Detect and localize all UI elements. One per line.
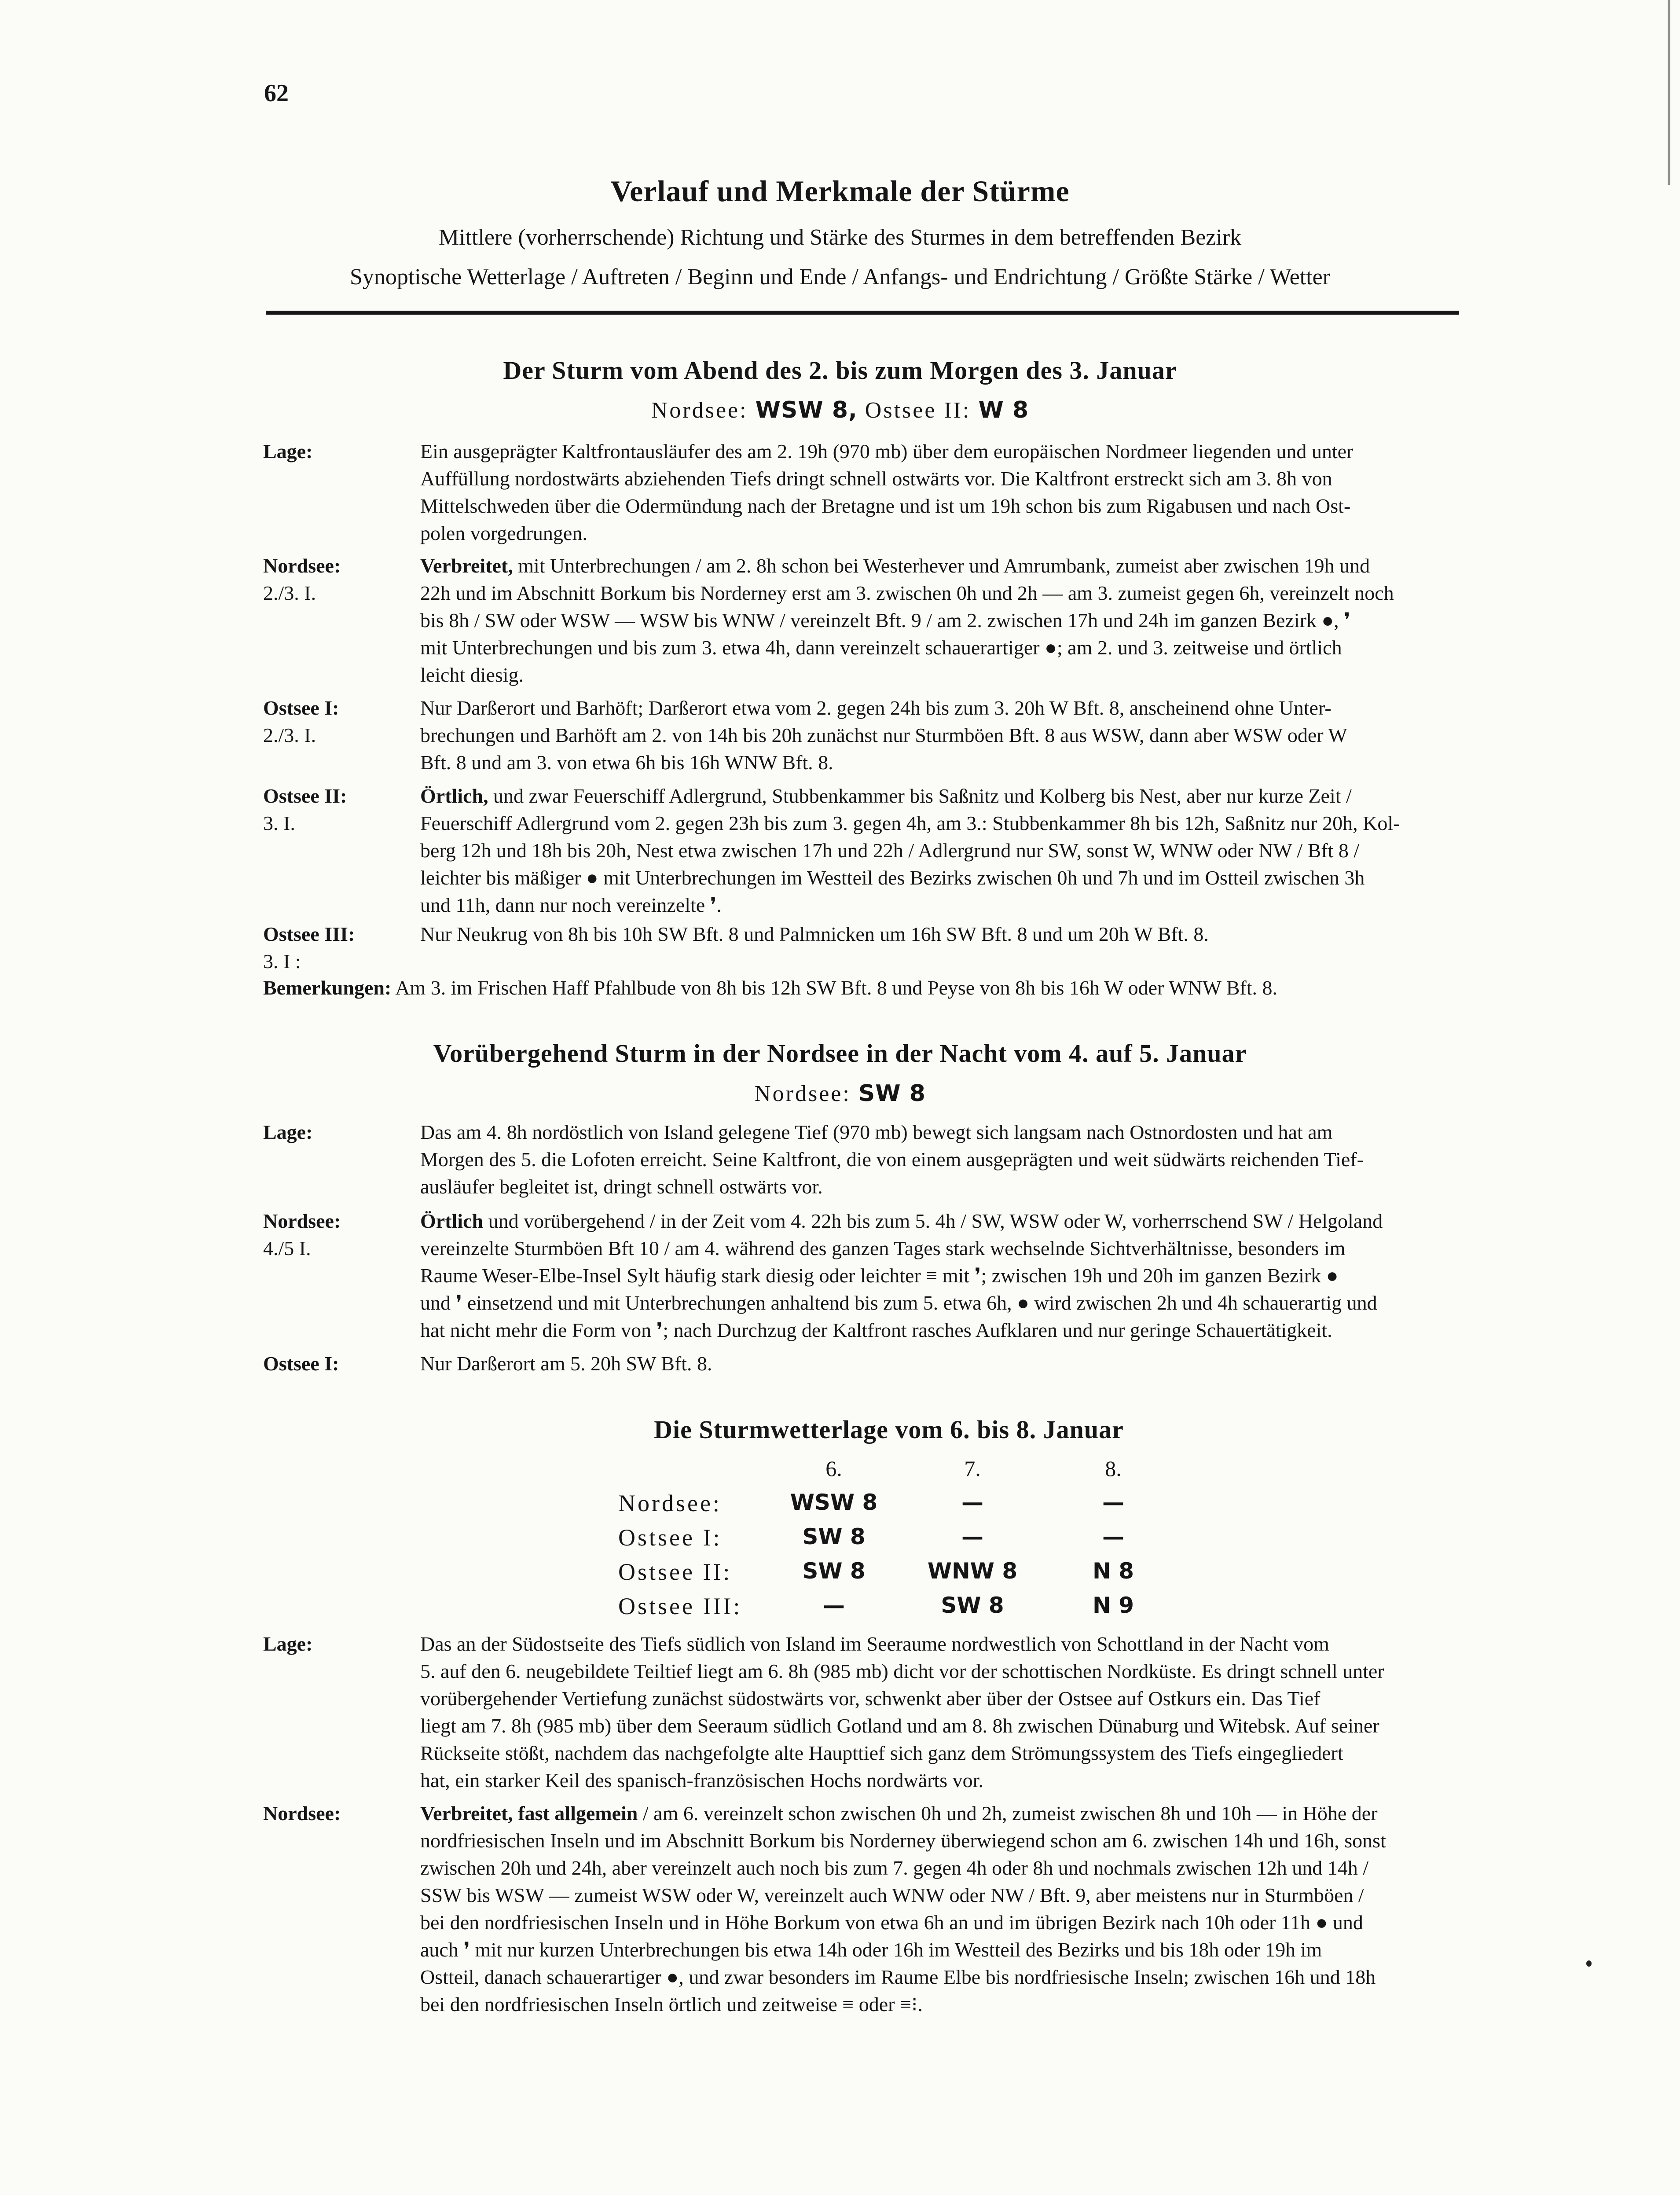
lead-word: Örtlich: [420, 1210, 484, 1232]
text-line: liegt am 7. 8h (985 mb) über dem Seeraum südlich Gotland und am 8. 8h zwischen Dünaburg und Witebsk. Auf seiner: [420, 1714, 1379, 1737]
table-cell: SW 8: [941, 1593, 1004, 1618]
section-3-title: Die Sturmwetterlage vom 6. bis 8. Januar: [654, 1415, 1124, 1444]
text-line: Auffüllung nordostwärts abziehenden Tiefs dringt schnell ostwärts vor. Die Kaltfront erstreckt sich am 3. 8h von: [420, 467, 1332, 490]
text-line: Ein ausgeprägter Kaltfrontausläufer des am 2. 19h (970 mb) über dem europäischen Nordmeer liegenden und unter: [420, 440, 1354, 462]
storm-table: [618, 1490, 1217, 1630]
table-cell: SW 8: [802, 1558, 866, 1584]
text-run: und vorübergehend / in der Zeit vom 4. 22h bis zum 5. 4h / SW, WSW oder W, vorherrschend SW / Helgoland: [483, 1210, 1383, 1232]
text-line: bei den nordfriesischen Inseln und in Höhe Borkum von etwa 6h an und im übrigen Bezirk nach 10h oder 11h ● und: [420, 1911, 1363, 1934]
table-cell: WNW 8: [927, 1558, 1018, 1584]
text-line: [420, 782, 1516, 810]
entry-label-text: Ostsee I:: [263, 1352, 339, 1375]
text-line: auch ❜ mit nur kurzen Unterbrechungen bis etwa 14h oder 16h im Westteil des Bezirks und bis 18h oder 19h im: [420, 1938, 1322, 1961]
text-line: Nur Neukrug von 8h bis 10h SW Bft. 8 und Palmnicken um 16h SW Bft. 8 und um 20h W Bft. 8.: [420, 923, 1209, 945]
page-number: 62: [264, 80, 289, 107]
entry-label: [263, 1800, 413, 1827]
entry-date: 2./3. I.: [263, 724, 316, 746]
table-row-label: Ostsee III:: [618, 1593, 742, 1619]
entry-text: [420, 1208, 1516, 1344]
text-line: Das am 4. 8h nordöstlich von Island gelegene Tief (970 mb) bewegt sich langsam nach Ostnordosten und hat am: [420, 1121, 1333, 1143]
entry-label-text: Nordsee:: [263, 1802, 341, 1824]
entry-label: [263, 694, 413, 749]
table-cell: WSW 8: [790, 1490, 878, 1515]
text-line: Ostteil, danach schauerartiger ●, und zwar besonders im Raume Elbe bis nordfriesische Inseln; zwischen 16h und 18h: [420, 1966, 1376, 1988]
text-line: ausläufer begleitet ist, dringt schnell ostwärts vor.: [420, 1175, 823, 1198]
text-line: Feuerschiff Adlergrund vom 2. gegen 23h bis zum 3. gegen 4h, am 3.: Stubbenkammer 8h bis 12h, Saßnitz nur 20h, Kol-: [420, 812, 1400, 834]
text-line: zwischen 20h und 24h, aber vereinzelt auch noch bis zum 7. gegen 4h oder 8h und nochmals zwischen 12h und 14h /: [420, 1857, 1369, 1879]
text-line: Das an der Südostseite des Tiefs südlich von Island im Seeraume nordwestlich von Schottland in der Nacht vom: [420, 1633, 1329, 1655]
text-line: [420, 552, 1516, 580]
text-line: hat nicht mehr die Form von ❜; nach Durchzug der Kaltfront rasches Aufklaren und nur geringe Schauertätigkeit.: [420, 1319, 1332, 1341]
text-line: [420, 1208, 1516, 1235]
subtitle-1: Mittlere (vorherrschende) Richtung und Stärke des Sturmes in dem betreffenden Bezirk: [438, 225, 1242, 250]
text-line: brechungen und Barhöft am 2. von 14h bis 20h zunächst nur Sturmböen Bft. 8 aus WSW, dann aber WSW oder W: [420, 724, 1347, 746]
subtitle-2: Synoptische Wetterlage / Auftreten / Beginn und Ende / Anfangs- und Endrichtung / Größte Stärke / Wetter: [349, 264, 1331, 290]
text-line: 22h und im Abschnitt Borkum bis Norderney erst am 3. zwischen 0h und 2h — am 3. zumeist gegen 6h, vereinzelt noch: [420, 582, 1394, 604]
entry-label: [263, 782, 413, 837]
text-line: Rückseite stößt, nachdem das nachgefolgte alte Haupttief sich ganz dem Strömungssystem des Tiefs eingegliedert: [420, 1742, 1343, 1764]
text-line: bei den nordfriesischen Inseln örtlich und zeitweise ≡ oder ≡⁝.: [420, 1993, 923, 2015]
table-row-label: Ostsee II:: [618, 1559, 732, 1585]
lead-word: Verbreitet,: [420, 554, 513, 577]
section-1-sub-b-value: W 8: [978, 397, 1029, 423]
section-2-sub-value: SW 8: [858, 1080, 926, 1107]
text-line: und 11h, dann nur noch vereinzelte ❜.: [420, 894, 722, 916]
section-2-title: Vorübergehend Sturm in der Nordsee in der Nacht vom 4. auf 5. Januar: [433, 1039, 1247, 1068]
text-line: berg 12h und 18h bis 20h, Nest etwa zwischen 17h und 22h / Adlergrund nur SW, sonst W, WNW oder NW / Bft 8 /: [420, 839, 1360, 862]
table-cell: N 9: [1092, 1593, 1134, 1618]
section-2-sub-label: Nordsee:: [754, 1081, 851, 1106]
title-rule: [266, 311, 1459, 315]
entry-label: [263, 1350, 413, 1377]
entry-text: [420, 1119, 1516, 1200]
entry-label: [263, 438, 413, 465]
lead-word: Verbreitet, fast allgemein: [420, 1802, 638, 1824]
text-line: mit Unterbrechungen und bis zum 3. etwa 4h, dann vereinzelt schauerartiger ●; am 2. und 3. zeitweise und örtlich: [420, 636, 1342, 659]
entry-text: [420, 552, 1516, 689]
entry-text: [420, 1350, 1516, 1377]
text-line: vorübergehender Vertiefung zunächst südostwärts vor, schwenkt aber über der Ostsee auf Ostkurs ein. Das Tief: [420, 1687, 1321, 1710]
entry-label-text: Lage:: [263, 1121, 313, 1143]
text-line: vereinzelte Sturmböen Bft 10 / am 4. während des ganzen Tages stark wechselnde Sichtverhältnisse, besonders im: [420, 1237, 1346, 1259]
entry-text: [420, 782, 1516, 919]
text-line: SSW bis WSW — zumeist WSW oder W, vereinzelt auch WNW oder NW / Bft. 9, aber meistens nur in Sturmböen /: [420, 1884, 1364, 1906]
text-run: mit Unterbrechungen / am 2. 8h schon bei Westerhever und Amrumbank, zumeist aber zwischen 19h und: [513, 554, 1370, 577]
text-line: Nur Darßerort und Barhöft; Darßerort etwa vom 2. gegen 24h bis zum 3. 20h W Bft. 8, anscheinend ohne Unter-: [420, 697, 1332, 719]
table-col-header: 8.: [1105, 1456, 1122, 1481]
table-row-label: Ostsee I:: [618, 1524, 722, 1551]
scan-edge: [1668, 0, 1670, 185]
text-line: Mittelschweden über die Odermündung nach der Bretagne und ist um 19h schon bis zum Rigabusen und nach Ost-: [420, 495, 1351, 517]
table-cell: —: [961, 1524, 983, 1549]
table-col-header: 6.: [825, 1456, 842, 1481]
entry-label: [263, 921, 413, 975]
table-cell: —: [961, 1490, 983, 1515]
entry-date: 2./3. I.: [263, 582, 316, 604]
text-line: leicht diesig.: [420, 664, 524, 686]
entry-label-text: Lage:: [263, 1633, 313, 1655]
table-cell: —: [823, 1593, 845, 1618]
text-line: Morgen des 5. die Lofoten erreicht. Seine Kaltfront, die von einem ausgeprägten und weit südwärts reichenden Tief-: [420, 1148, 1364, 1171]
entry-label: [263, 1208, 413, 1262]
entry-label: [263, 1630, 413, 1658]
entry-label: [263, 552, 413, 607]
table-col-header: 7.: [964, 1456, 981, 1481]
remarks: [263, 974, 1522, 1002]
entry-label-text: Ostsee I:: [263, 697, 339, 719]
text-line: hat, ein starker Keil des spanisch-französischen Hochs nordwärts vor.: [420, 1769, 983, 1791]
section-1-subheading: [0, 397, 1680, 423]
remarks-text: Am 3. im Frischen Haff Pfahlbude von 8h bis 12h SW Bft. 8 und Peyse von 8h bis 16h W oder WNW Bft. 8.: [391, 976, 1278, 999]
section-2-subheading: [0, 1080, 1680, 1107]
text-line: und ❜ einsetzend und mit Unterbrechungen anhaltend bis zum 5. etwa 6h, ● wird zwischen 2h und 4h schauerartig und: [420, 1292, 1377, 1314]
entry-date: 4./5 I.: [263, 1237, 311, 1259]
text-line: 5. auf den 6. neugebildete Teiltief liegt am 6. 8h (985 mb) dicht vor der schottischen Nordküste. Es dringt schnell unter: [420, 1660, 1384, 1682]
section-1-sub-a-label: Nordsee:: [651, 398, 748, 423]
entry-text: [420, 921, 1516, 948]
section-1-sub-b-label: Ostsee II:: [865, 398, 971, 423]
text-line: Nur Darßerort am 5. 20h SW Bft. 8.: [420, 1352, 712, 1375]
remarks-label: Bemerkungen:: [263, 976, 392, 999]
text-line: bis 8h / SW oder WSW — WSW bis WNW / vereinzelt Bft. 9 / am 2. zwischen 17h und 24h im ganzen Bezirk ●, ❜: [420, 609, 1351, 631]
entry-label-text: Ostsee III:: [263, 923, 355, 945]
text-run: / am 6. vereinzelt schon zwischen 0h und 2h, zumeist zwischen 8h und 10h — in Höhe der: [638, 1802, 1378, 1824]
text-run: und zwar Feuerschiff Adlergrund, Stubbenkammer bis Saßnitz und Kolberg bis Nest, aber nur kurze Zeit /: [488, 785, 1352, 807]
entry-date: 3. I :: [263, 950, 301, 973]
entry-label-text: Ostsee II:: [263, 785, 347, 807]
lead-word: Örtlich,: [420, 785, 488, 807]
entry-text: [420, 694, 1516, 776]
section-1-sub-a-value: WSW 8,: [755, 397, 858, 423]
page-title: Verlauf und Merkmale der Stürme: [610, 174, 1070, 208]
text-line: Bft. 8 und am 3. von etwa 6h bis 16h WNW Bft. 8.: [420, 751, 833, 774]
table-row-label: Nordsee:: [618, 1490, 722, 1516]
entry-text: [420, 1800, 1516, 2018]
entry-label-text: Nordsee:: [263, 1210, 341, 1232]
entry-label-text: Nordsee:: [263, 554, 341, 577]
text-line: nordfriesischen Inseln und im Abschnitt Borkum bis Norderney überwiegend schon am 6. zwischen 14h und 16h, sonst: [420, 1829, 1386, 1852]
entry-label-text: Lage:: [263, 440, 313, 462]
entry-text: [420, 1630, 1516, 1794]
table-cell: N 8: [1092, 1558, 1134, 1584]
table-cell: —: [1102, 1524, 1124, 1549]
entry-text: [420, 438, 1516, 547]
section-1-title: Der Sturm vom Abend des 2. bis zum Morgen des 3. Januar: [503, 356, 1177, 385]
text-line: [420, 1800, 1516, 1827]
scan-speck: [1586, 1960, 1592, 1967]
text-line: leichter bis mäßiger ● mit Unterbrechungen im Westteil des Bezirks zwischen 0h und 7h und im Ostteil zwischen 3h: [420, 866, 1365, 889]
entry-date: 3. I.: [263, 812, 295, 834]
table-cell: —: [1102, 1490, 1124, 1515]
table-cell: SW 8: [802, 1524, 866, 1549]
entry-label: [263, 1119, 413, 1146]
text-line: polen vorgedrungen.: [420, 522, 587, 544]
text-line: Raume Weser-Elbe-Insel Sylt häufig stark diesig oder leichter ≡ mit ❜; zwischen 19h und 20h im ganzen Bezirk ●: [420, 1264, 1339, 1287]
